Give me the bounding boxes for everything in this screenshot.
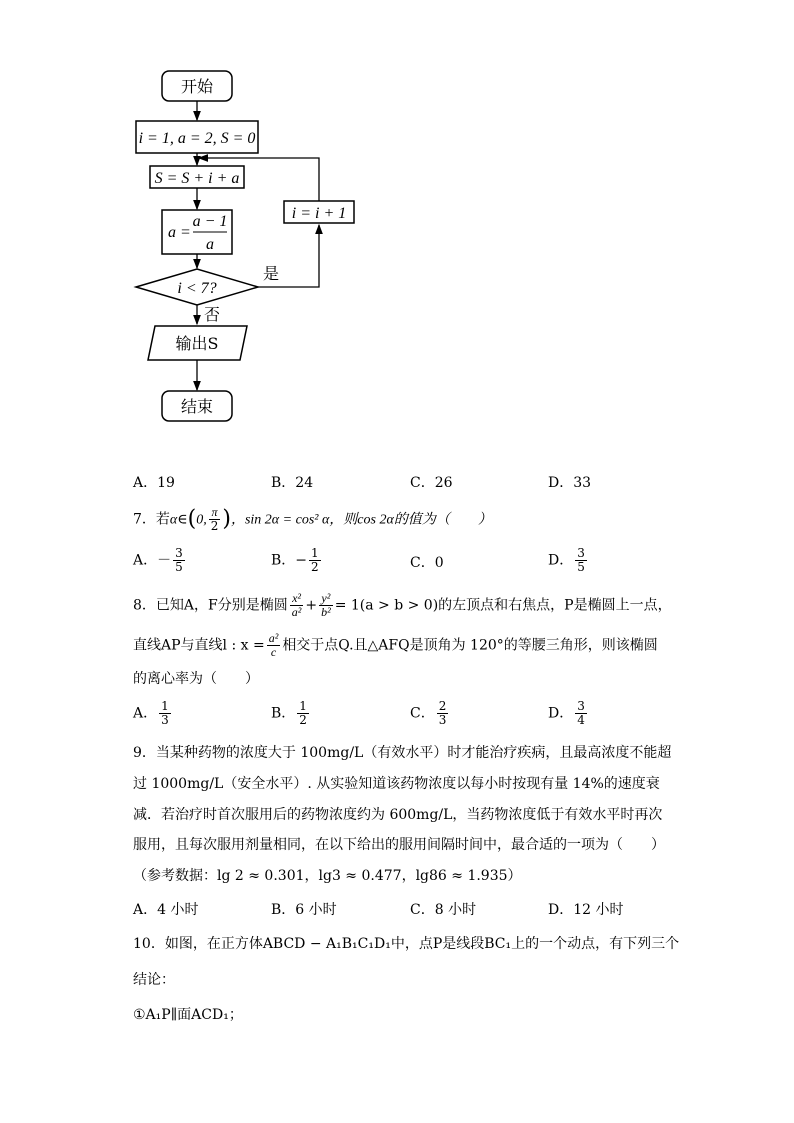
yes-label: 是	[263, 264, 280, 283]
q8-b-label: B．	[271, 705, 296, 722]
q8-l-den: c	[270, 645, 277, 659]
q7-option-c[interactable]: C．0	[410, 555, 444, 571]
q9-option-a[interactable]: A．4 小时	[133, 902, 199, 918]
q7-paren-open: (	[187, 506, 197, 532]
q9-line-4: 服用，且每次服用剂量相同，在以下给出的服用间隔时间中，最合适的一项为（ ）	[133, 837, 665, 853]
q8-b-den: 2	[299, 713, 307, 727]
init-label: i = 1, a = 2, S = 0	[138, 130, 256, 147]
q6-option-a[interactable]: A．19	[133, 475, 175, 491]
q7-a-fraction	[173, 547, 185, 574]
q8-ellipse-x-term	[290, 592, 304, 619]
q9-line-5: （参考数据：lg 2 ≈ 0.301，lg3 ≈ 0.477，lg86 ≈ 1.935）	[133, 868, 522, 884]
q9-option-b[interactable]: B．6 小时	[271, 902, 337, 918]
q10-line-3: ①A₁P∥面ACD₁；	[133, 1007, 243, 1023]
q9-line-2: 过 1000mg/L（安全水平）. 从实验知道该药物浓度以每小时按现有量 14%的速度衰	[133, 776, 660, 792]
q10-line-2: 结论：	[133, 972, 175, 988]
q9-line-1: 9．当某种药物的浓度大于 100mg/L（有效水平）时才能治疗疾病，且最高浓度不能超	[133, 745, 672, 761]
q6-option-b[interactable]: B．24	[271, 475, 314, 491]
start-label: 开始	[180, 77, 214, 96]
q8-l1-b: = 1(a > b > 0)的左顶点和右焦点，P是椭圆上一点，	[334, 597, 672, 614]
q8-option-d[interactable]	[548, 700, 589, 727]
condition-label: i < 7?	[177, 280, 217, 297]
q10-line-1: 10．如图，在正方体ABCD − A₁B₁C₁D₁中，点P是线段BC₁上的一个动点，有下列三个	[133, 936, 680, 952]
q8-y-den: b²	[321, 605, 331, 619]
q8-l-num: a²	[268, 631, 279, 645]
q8-x-num: x²	[290, 592, 304, 606]
q8-line-1	[133, 592, 672, 619]
q8-line-3: 的离心率为（ ）	[133, 671, 259, 687]
q8-option-a[interactable]	[133, 700, 173, 727]
q8-l2-a: 直线AP与直线l : x =	[133, 637, 265, 654]
q7-interval-num: π	[209, 506, 221, 520]
q8-option-c[interactable]	[410, 700, 450, 727]
q7-option-b[interactable]	[271, 547, 323, 574]
q8-option-b[interactable]	[271, 700, 311, 727]
q7-b-num: 1	[311, 546, 319, 560]
q7-option-a[interactable]	[133, 547, 187, 574]
flowchart	[0, 0, 794, 440]
q7-interval-left: 0,	[196, 512, 207, 528]
q8-x-den: a²	[291, 605, 302, 619]
q7-option-d[interactable]	[548, 547, 589, 574]
q7-prefix: 7．若	[133, 511, 170, 528]
q7-a-label: A．－	[133, 552, 172, 569]
q8-d-num: 3	[577, 699, 585, 713]
q8-a-den: 3	[161, 713, 169, 727]
q8-a-fraction	[159, 700, 171, 727]
q9-line-3: 减．若治疗时首次服用后的药物浓度约为 600mg/L，当药物浓度低于有效水平时再次	[133, 807, 663, 823]
assign-numerator: a − 1	[192, 213, 228, 230]
q9-option-d[interactable]: D．12 小时	[548, 902, 624, 918]
end-label: 结束	[180, 397, 214, 416]
q7-b-fraction	[309, 547, 321, 574]
q8-l2-b: 相交于点Q.且△AFQ是顶角为 120°的等腰三角形，则该椭圆	[282, 637, 658, 654]
q8-plus: +	[305, 597, 318, 614]
q6-option-c[interactable]: C．26	[410, 475, 453, 491]
q8-d-label: D．	[548, 705, 574, 722]
q8-a-label: A．	[133, 705, 158, 722]
q8-ellipse-y-term	[319, 592, 333, 619]
q8-c-fraction	[437, 700, 449, 727]
q8-b-fraction	[297, 700, 309, 727]
assign-lhs: a =	[168, 224, 191, 241]
q7-alpha-in: α∈	[169, 512, 188, 528]
q7-a-num: 3	[175, 546, 183, 560]
q7-interval-den: 2	[210, 519, 219, 533]
q7-d-den: 5	[577, 560, 585, 574]
sum-label: S = S + i + a	[154, 170, 240, 187]
output-label: 输出S	[175, 334, 219, 353]
q7-d-num: 3	[577, 546, 585, 560]
increment-label: i = i + 1	[291, 205, 347, 222]
q8-d-fraction	[575, 700, 587, 727]
q7-rest: ，sin 2α = cos² α，则cos 2α的值为（ ）	[230, 512, 492, 528]
q7-interval-fraction	[209, 506, 221, 533]
q7-d-fraction	[575, 547, 587, 574]
q9-option-c[interactable]: C．8 小时	[410, 902, 477, 918]
q8-directrix-fraction	[267, 632, 281, 659]
q7-d-label: D．	[548, 552, 574, 569]
q8-c-den: 3	[438, 713, 447, 727]
assign-denominator: a	[206, 236, 214, 253]
q8-a-num: 1	[161, 699, 169, 713]
q6-option-d[interactable]: D．33	[548, 475, 592, 491]
q8-l1-a: 8．已知A，F分别是椭圆	[133, 597, 288, 614]
q8-d-den: 4	[577, 713, 585, 727]
q7-b-label: B．−	[271, 552, 308, 569]
q7-b-den: 2	[311, 560, 319, 574]
q8-b-num: 1	[299, 699, 307, 713]
q7-stem	[133, 506, 492, 533]
q7-paren-close: )	[222, 506, 231, 532]
q8-line-2	[133, 632, 658, 659]
q8-c-label: C．	[410, 705, 435, 722]
no-label: 否	[204, 305, 221, 324]
q8-c-num: 2	[438, 699, 447, 713]
q8-y-num: y²	[319, 592, 333, 606]
q7-a-den: 5	[175, 560, 183, 574]
